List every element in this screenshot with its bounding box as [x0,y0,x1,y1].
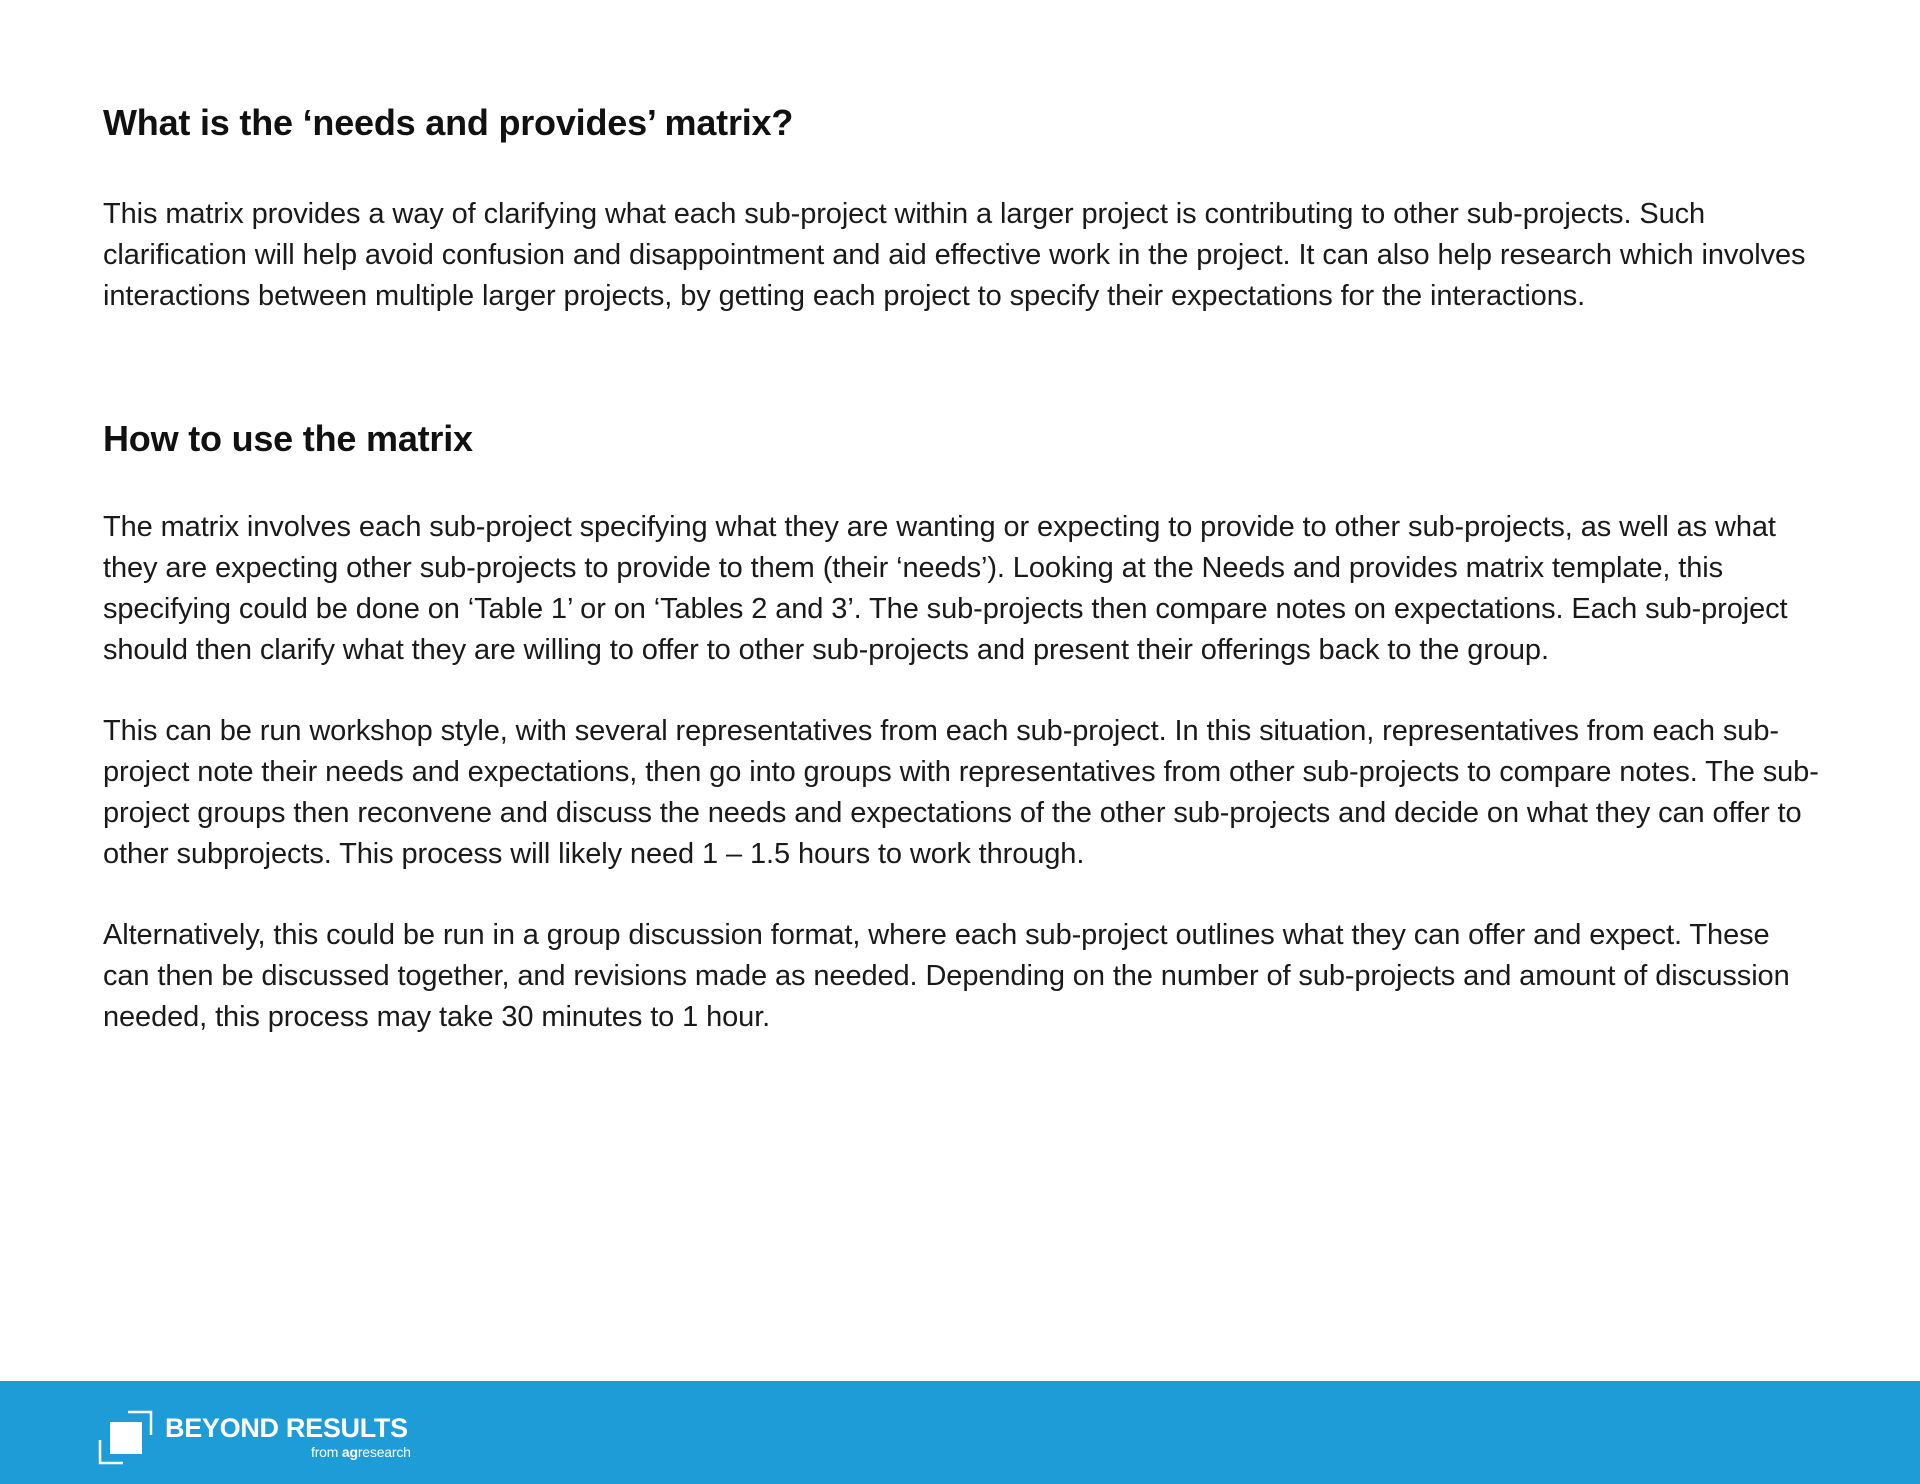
paragraph-matrix-usage: The matrix involves each sub-project specifying what they are wanting or expecting to provide to other sub-projects, as well as what they are expecting other sub-projects to provide to them (their ‘needs’). Looking at the Needs and provides matrix template, this specifying could be done on ‘Table 1’ or on ‘Tables 2 and 3’. The sub-projects then compare notes on expectations. Each sub-project should then clarify what they are willing to offer to other sub-projects and present their offerings back to the group. [103,511,1788,666]
paragraph-workshop-style: This can be run workshop style, with several representatives from each sub-project. In this situation, representatives from each sub-project note their needs and expectations, then go into groups with representatives from other sub-projects to compare notes. The sub-project groups then reconvene and discuss the needs and expectations of the other sub-projects and decide on what they can offer to other subprojects. This process will likely need 1 – 1.5 hours to work through. [103,715,1819,870]
paragraph-matrix-definition: This matrix provides a way of clarifying what each sub-project within a larger project is contributing to other sub-projects. Such clarification will help avoid confusion and disappointment and aid effective work in the project. It can also help research which involves interactions between multiple larger projects, by getting each project to specify their expectations for the interactions. [103,198,1806,312]
section-heading-how-to-use: How to use the matrix [103,418,473,459]
tagline-prefix: from [311,1444,342,1460]
footer-bar [0,1381,1920,1484]
document-body [103,100,1823,1038]
tagline-bold: ag [341,1444,358,1460]
beyond-results-logo-icon [98,1410,154,1466]
brand-name: BEYOND RESULTS [165,1413,408,1443]
tagline-suffix: research [357,1444,411,1460]
brand-tagline [311,1444,411,1460]
beyond-results-logo [98,1410,458,1470]
paragraph-group-discussion: Alternatively, this could be run in a group discussion format, where each sub-project outlines what they can offer and expect. These can then be discussed together, and revisions made as needed. Depending on the number of sub-projects and amount of discussion needed, this process may take 30 minutes to 1 hour. [103,919,1790,1033]
section-heading-needs-provides-matrix: What is the ‘needs and provides’ matrix? [103,102,794,143]
